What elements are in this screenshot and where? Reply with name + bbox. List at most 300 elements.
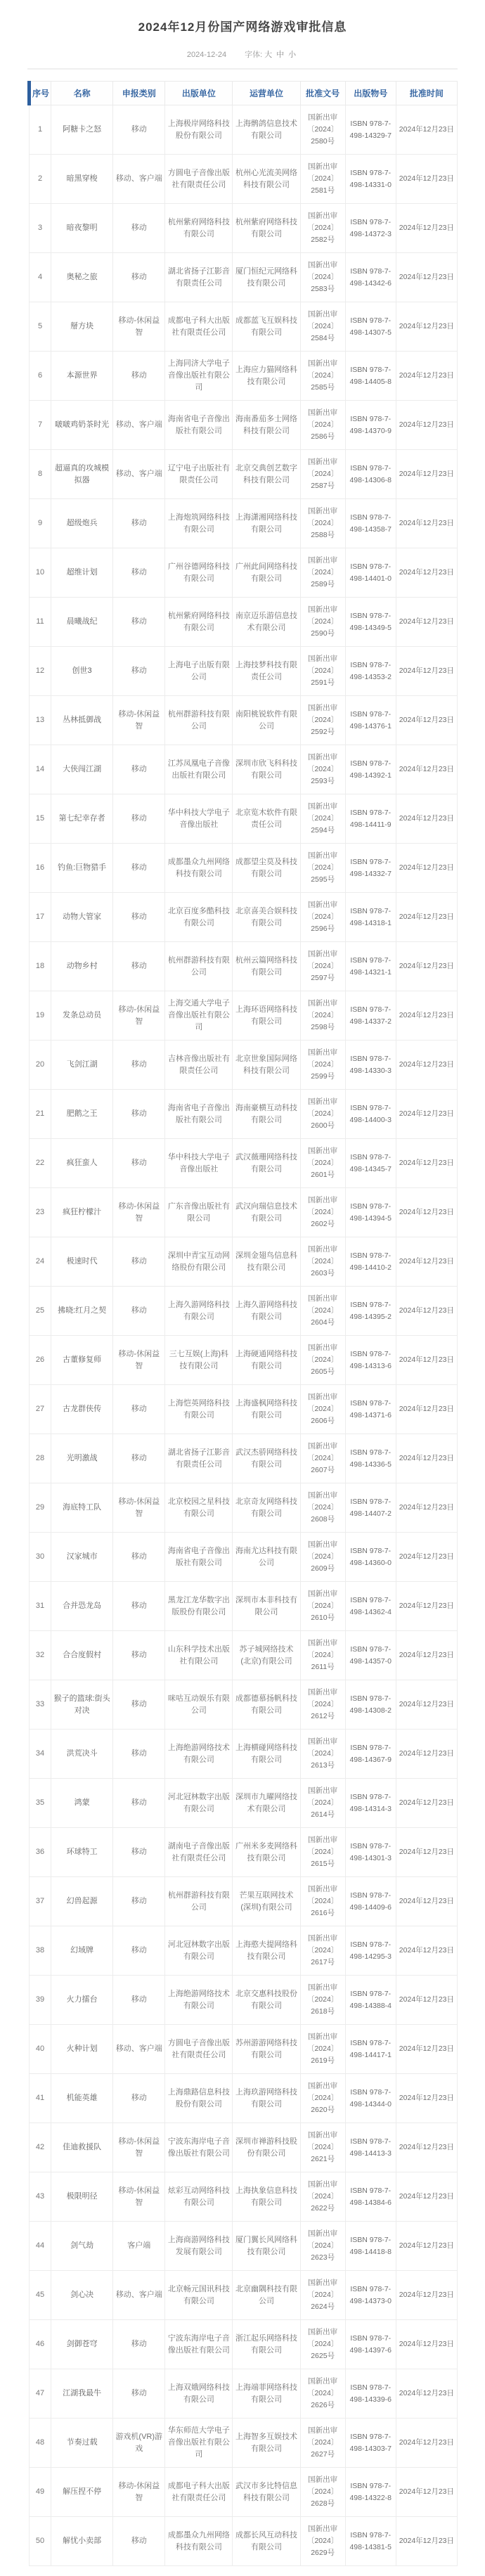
cell-operator: 北京览木软件有限责任公司: [233, 794, 300, 844]
table-row: [30, 2074, 458, 2123]
cell-isbn: ISBN 978-7-498-14381-5: [345, 2517, 396, 2566]
font-size-small-link[interactable]: 小: [288, 51, 297, 59]
cell-approval: 国新出审〔2024〕2617号: [300, 1926, 345, 1976]
cell-isbn: ISBN 978-7-498-14303-7: [345, 2419, 396, 2468]
cell-isbn: ISBN 978-7-498-14384-6: [345, 2172, 396, 2222]
cell-isbn: ISBN 978-7-498-14360-0: [345, 1533, 396, 1582]
cell-isbn: ISBN 978-7-498-14409-6: [345, 1877, 396, 1926]
cell-approval: 国新出审〔2024〕2623号: [300, 2222, 345, 2271]
cell-name: 动物乡村: [51, 942, 113, 991]
cell-operator: 上海硬通网络科技有限公司: [233, 1336, 300, 1385]
cell-no: 15: [30, 794, 51, 844]
cell-no: 26: [30, 1336, 51, 1385]
cell-date: 2024年12月23日: [396, 1483, 457, 1533]
cell-no: 7: [30, 401, 51, 450]
cell-operator: 上海执象信息科技有限公司: [233, 2172, 300, 2222]
cell-date: 2024年12月23日: [396, 991, 457, 1041]
cell-isbn: ISBN 978-7-498-14318-1: [345, 893, 396, 942]
cell-approval: 国新出审〔2024〕2593号: [300, 745, 345, 794]
cell-category: 移动、客户端: [113, 450, 165, 499]
cell-name: 掰方块: [51, 302, 113, 352]
cell-name: 火力擂台: [51, 1976, 113, 2025]
cell-no: 20: [30, 1041, 51, 1090]
font-size-large-link[interactable]: 大: [264, 51, 273, 59]
cell-isbn: ISBN 978-7-498-14339-6: [345, 2369, 396, 2419]
table-row: [30, 450, 458, 499]
cell-no: 29: [30, 1483, 51, 1533]
cell-approval: 国新出审〔2024〕2607号: [300, 1434, 345, 1483]
cell-approval: 国新出审〔2024〕2606号: [300, 1385, 345, 1434]
cell-operator: 上海横碰网络科技有限公司: [233, 1730, 300, 1779]
cell-category: 移动: [113, 1976, 165, 2025]
table-row: [30, 1680, 458, 1730]
cell-category: 移动: [113, 1680, 165, 1730]
cell-name: 洪荒决斗: [51, 1730, 113, 1779]
table-row: [30, 2517, 458, 2566]
cell-category: 移动-休闲益智: [113, 1483, 165, 1533]
cell-name: 钓鱼:巨物猎手: [51, 844, 113, 893]
cell-operator: 杭州心光流美网络科技有限公司: [233, 155, 300, 204]
cell-operator: 南阳桃锐软件有限公司: [233, 696, 300, 745]
cell-date: 2024年12月23日: [396, 844, 457, 893]
cell-no: 17: [30, 893, 51, 942]
cell-approval: 国新出审〔2024〕2592号: [300, 696, 345, 745]
cell-isbn: ISBN 978-7-498-14400-3: [345, 1090, 396, 1139]
cell-name: 猴子的篮球:街头对决: [51, 1680, 113, 1730]
cell-publisher: 上海久游网络科技有限公司: [165, 1287, 233, 1336]
cell-isbn: ISBN 978-7-498-14342-6: [345, 253, 396, 302]
cell-operator: 浙江起乐网络科技有限公司: [233, 2320, 300, 2369]
cell-date: 2024年12月23日: [396, 548, 457, 598]
cell-operator: 海南豪横互动科技有限公司: [233, 1090, 300, 1139]
cell-operator: 海南尤达科技有限公司: [233, 1533, 300, 1582]
cell-no: 35: [30, 1779, 51, 1828]
cell-approval: 国新出审〔2024〕2624号: [300, 2271, 345, 2320]
cell-date: 2024年12月23日: [396, 893, 457, 942]
table-row: [30, 1779, 458, 1828]
table-row: [30, 844, 458, 893]
cell-name: 疯狂蛮人: [51, 1139, 113, 1188]
font-size-switcher: [262, 51, 298, 59]
cell-publisher: 海南省电子音像出版社有限公司: [165, 401, 233, 450]
table-header-row: [30, 82, 458, 105]
cell-name: 剑气劫: [51, 2222, 113, 2271]
cell-no: 41: [30, 2074, 51, 2123]
table-row: [30, 1041, 458, 1090]
cell-category: 移动: [113, 1730, 165, 1779]
cell-publisher: 江苏凤凰电子音像出版社有限公司: [165, 745, 233, 794]
table-row: [30, 155, 458, 204]
cell-operator: 广州此间网络科技有限公司: [233, 548, 300, 598]
table-row: [30, 1336, 458, 1385]
cell-no: 12: [30, 647, 51, 696]
cell-approval: 国新出审〔2024〕2628号: [300, 2468, 345, 2517]
cell-name: 火种计划: [51, 2025, 113, 2074]
cell-name: 佳迪救援队: [51, 2123, 113, 2172]
cell-name: 节奏过载: [51, 2419, 113, 2468]
cell-approval: 国新出审〔2024〕2612号: [300, 1680, 345, 1730]
table-row: [30, 696, 458, 745]
cell-category: 移动、客户端: [113, 2271, 165, 2320]
cell-no: 32: [30, 1631, 51, 1680]
table-row: [30, 2172, 458, 2222]
table-row: [30, 1730, 458, 1779]
cell-isbn: ISBN 978-7-498-14332-7: [345, 844, 396, 893]
table-row: [30, 2222, 458, 2271]
cell-operator: 苏子城网络技术(北京)有限公司: [233, 1631, 300, 1680]
table-row: [30, 499, 458, 548]
cell-approval: 国新出审〔2024〕2584号: [300, 302, 345, 352]
cell-approval: 国新出审〔2024〕2595号: [300, 844, 345, 893]
cell-isbn: ISBN 978-7-498-14371-6: [345, 1385, 396, 1434]
cell-publisher: 杭州群游科技有限公司: [165, 1877, 233, 1926]
cell-date: 2024年12月23日: [396, 1877, 457, 1926]
column-header-name: 名称: [51, 82, 113, 105]
font-size-medium-link[interactable]: 中: [276, 51, 285, 59]
cell-name: 肥鹅之王: [51, 1090, 113, 1139]
cell-publisher: 成都电子科大出版社有限责任公司: [165, 2468, 233, 2517]
cell-date: 2024年12月23日: [396, 1828, 457, 1877]
cell-isbn: ISBN 978-7-498-14394-5: [345, 1188, 396, 1237]
cell-isbn: ISBN 978-7-498-14322-8: [345, 2468, 396, 2517]
cell-approval: 国新出审〔2024〕2616号: [300, 1877, 345, 1926]
cell-category: 移动: [113, 204, 165, 253]
cell-date: 2024年12月23日: [396, 647, 457, 696]
cell-category: 移动-休闲益智: [113, 302, 165, 352]
cell-name: 疯狂柠檬汁: [51, 1188, 113, 1237]
cell-category: 移动: [113, 1779, 165, 1828]
column-header-category: 申报类别: [113, 82, 165, 105]
cell-publisher: 河北冠林数字出版有限公司: [165, 1779, 233, 1828]
cell-date: 2024年12月23日: [396, 2419, 457, 2468]
cell-isbn: ISBN 978-7-498-14372-3: [345, 204, 396, 253]
cell-publisher: 上海电子出版有限公司: [165, 647, 233, 696]
cell-publisher: 河北冠林数字出版有限公司: [165, 1926, 233, 1976]
cell-isbn: ISBN 978-7-498-14313-6: [345, 1336, 396, 1385]
table-row: [30, 1483, 458, 1533]
table-row: [30, 647, 458, 696]
cell-name: 超逼真的攻城模拟器: [51, 450, 113, 499]
cell-no: 22: [30, 1139, 51, 1188]
cell-operator: 芒果互联网技术(深圳)有限公司: [233, 1877, 300, 1926]
column-header-isbn: 出版物号: [345, 82, 396, 105]
cell-publisher: 三七互娱(上海)科技有限公司: [165, 1336, 233, 1385]
cell-approval: 国新出审〔2024〕2618号: [300, 1976, 345, 2025]
cell-publisher: 黑龙江龙华数字出版股份有限公司: [165, 1582, 233, 1631]
cell-category: 移动: [113, 352, 165, 401]
cell-operator: 上海端菲网络科技有限公司: [233, 2369, 300, 2419]
cell-publisher: 上海炮筑网络科技有限公司: [165, 499, 233, 548]
cell-approval: 国新出审〔2024〕2627号: [300, 2419, 345, 2468]
table-row: [30, 1237, 458, 1287]
cell-operator: 深圳市欣飞科科技有限公司: [233, 745, 300, 794]
cell-name: 汉家城市: [51, 1533, 113, 1582]
table-row: [30, 2419, 458, 2468]
cell-publisher: 咪咕互动娱乐有限公司: [165, 1680, 233, 1730]
cell-operator: 上海憨夫提网络科技有限公司: [233, 1926, 300, 1976]
cell-date: 2024年12月23日: [396, 2468, 457, 2517]
cell-isbn: ISBN 978-7-498-14395-2: [345, 1287, 396, 1336]
publish-date: 2024-12-24: [186, 51, 227, 59]
cell-no: 34: [30, 1730, 51, 1779]
cell-publisher: 炫彩互动网络科技有限公司: [165, 2172, 233, 2222]
cell-no: 14: [30, 745, 51, 794]
cell-publisher: 上海交通大学电子音像出版社有限公司: [165, 991, 233, 1041]
cell-category: 移动、客户端: [113, 401, 165, 450]
table-row: [30, 302, 458, 352]
cell-approval: 国新出审〔2024〕2629号: [300, 2517, 345, 2566]
cell-no: 1: [30, 105, 51, 155]
cell-date: 2024年12月23日: [396, 745, 457, 794]
cell-approval: 国新出审〔2024〕2605号: [300, 1336, 345, 1385]
table-row: [30, 1139, 458, 1188]
cell-publisher: 吉林音像出版社有限责任公司: [165, 1041, 233, 1090]
cell-no: 16: [30, 844, 51, 893]
cell-category: 移动-休闲益智: [113, 2172, 165, 2222]
table-row: [30, 2123, 458, 2172]
cell-isbn: ISBN 978-7-498-14307-5: [345, 302, 396, 352]
table-row: [30, 1631, 458, 1680]
cell-publisher: 广州谷德网络科技有限公司: [165, 548, 233, 598]
cell-date: 2024年12月23日: [396, 204, 457, 253]
cell-operator: 上海环语网络科技有限公司: [233, 991, 300, 1041]
cell-no: 11: [30, 598, 51, 647]
cell-operator: 成都蓝飞互娱科技有限公司: [233, 302, 300, 352]
table-row: [30, 1287, 458, 1336]
cell-date: 2024年12月23日: [396, 1237, 457, 1287]
cell-category: 移动: [113, 1926, 165, 1976]
cell-category: 移动-休闲益智: [113, 991, 165, 1041]
cell-approval: 国新出审〔2024〕2614号: [300, 1779, 345, 1828]
cell-approval: 国新出审〔2024〕2615号: [300, 1828, 345, 1877]
cell-category: 移动: [113, 647, 165, 696]
cell-publisher: 海南省电子音像出版社有限公司: [165, 1090, 233, 1139]
cell-approval: 国新出审〔2024〕2581号: [300, 155, 345, 204]
cell-no: 25: [30, 1287, 51, 1336]
cell-publisher: 方圆电子音像出版社有限责任公司: [165, 155, 233, 204]
cell-operator: 上海智多互娱技术有限公司: [233, 2419, 300, 2468]
cell-date: 2024年12月23日: [396, 598, 457, 647]
table-row: [30, 1976, 458, 2025]
cell-isbn: ISBN 978-7-498-14345-7: [345, 1139, 396, 1188]
cell-category: 移动: [113, 2320, 165, 2369]
cell-name: 幻域牌: [51, 1926, 113, 1976]
cell-approval: 国新出审〔2024〕2590号: [300, 598, 345, 647]
table-row: [30, 598, 458, 647]
cell-name: 机能英雄: [51, 2074, 113, 2123]
cell-no: 30: [30, 1533, 51, 1582]
cell-operator: 杭州紫府网络科技有限公司: [233, 204, 300, 253]
cell-no: 28: [30, 1434, 51, 1483]
table-row: [30, 204, 458, 253]
cell-operator: 深圳市本非科技有限公司: [233, 1582, 300, 1631]
cell-name: 拂晓:红月之契: [51, 1287, 113, 1336]
cell-category: 移动-休闲益智: [113, 1336, 165, 1385]
cell-isbn: ISBN 978-7-498-14308-2: [345, 1680, 396, 1730]
cell-category: 移动: [113, 2074, 165, 2123]
cell-approval: 国新出审〔2024〕2591号: [300, 647, 345, 696]
table-row: [30, 1926, 458, 1976]
cell-no: 5: [30, 302, 51, 352]
cell-name: 发条总动员: [51, 991, 113, 1041]
cell-no: 2: [30, 155, 51, 204]
cell-no: 38: [30, 1926, 51, 1976]
cell-category: 移动-休闲益智: [113, 2123, 165, 2172]
table-row: [30, 1877, 458, 1926]
cell-date: 2024年12月23日: [396, 2517, 457, 2566]
cell-date: 2024年12月23日: [396, 2074, 457, 2123]
cell-no: 47: [30, 2369, 51, 2419]
cell-isbn: ISBN 978-7-498-14362-4: [345, 1582, 396, 1631]
cell-no: 21: [30, 1090, 51, 1139]
cell-date: 2024年12月23日: [396, 1779, 457, 1828]
cell-isbn: ISBN 978-7-498-14349-5: [345, 598, 396, 647]
cell-date: 2024年12月23日: [396, 1533, 457, 1582]
cell-isbn: ISBN 978-7-498-14367-9: [345, 1730, 396, 1779]
cell-isbn: ISBN 978-7-498-14418-8: [345, 2222, 396, 2271]
table-row: [30, 352, 458, 401]
cell-date: 2024年12月23日: [396, 1041, 457, 1090]
cell-isbn: ISBN 978-7-498-14370-9: [345, 401, 396, 450]
table-row: [30, 2025, 458, 2074]
cell-operator: 深圳金翅鸟信息科技有限公司: [233, 1237, 300, 1287]
cell-no: 23: [30, 1188, 51, 1237]
cell-category: 移动: [113, 1237, 165, 1287]
table-row: [30, 1385, 458, 1434]
cell-operator: 武汉市多比特信息科技有限公司: [233, 2468, 300, 2517]
cell-publisher: 上海恺英网络科技有限公司: [165, 1385, 233, 1434]
table-row: [30, 253, 458, 302]
column-header-no: 序号: [30, 82, 51, 105]
cell-date: 2024年12月23日: [396, 2123, 457, 2172]
table-row: [30, 2271, 458, 2320]
cell-name: 丛林抵御战: [51, 696, 113, 745]
cell-publisher: 上海双娥网络科技有限公司: [165, 2369, 233, 2419]
cell-isbn: ISBN 978-7-498-14295-3: [345, 1926, 396, 1976]
cell-category: 移动: [113, 105, 165, 155]
cell-date: 2024年12月23日: [396, 302, 457, 352]
cell-date: 2024年12月23日: [396, 794, 457, 844]
cell-date: 2024年12月23日: [396, 499, 457, 548]
cell-publisher: 上海极岸网络科技股份有限公司: [165, 105, 233, 155]
cell-name: 阿糖卡之怒: [51, 105, 113, 155]
cell-operator: 武汉杰骄网络科技有限公司: [233, 1434, 300, 1483]
cell-publisher: 宁波东海岸电子音像出版社有限公司: [165, 2320, 233, 2369]
cell-no: 27: [30, 1385, 51, 1434]
cell-date: 2024年12月23日: [396, 1582, 457, 1631]
cell-category: 移动-休闲益智: [113, 1188, 165, 1237]
cell-category: 移动: [113, 1877, 165, 1926]
cell-operator: 北京交典创艺数字科技有限公司: [233, 450, 300, 499]
cell-date: 2024年12月23日: [396, 401, 457, 450]
cell-operator: 苏州游游网络科技有限公司: [233, 2025, 300, 2074]
cell-date: 2024年12月23日: [396, 1287, 457, 1336]
cell-isbn: ISBN 978-7-498-14373-0: [345, 2271, 396, 2320]
cell-publisher: 上海绝游网络技术有限公司: [165, 1730, 233, 1779]
cell-date: 2024年12月23日: [396, 1680, 457, 1730]
cell-isbn: ISBN 978-7-498-14405-8: [345, 352, 396, 401]
cell-approval: 国新出审〔2024〕2587号: [300, 450, 345, 499]
table-row: [30, 893, 458, 942]
cell-category: 移动-休闲益智: [113, 696, 165, 745]
cell-no: 40: [30, 2025, 51, 2074]
cell-name: 光明激战: [51, 1434, 113, 1483]
table-row: [30, 105, 458, 155]
table-row: [30, 1828, 458, 1877]
cell-publisher: 辽宁电子出版社有限责任公司: [165, 450, 233, 499]
cell-publisher: 杭州群游科技有限公司: [165, 942, 233, 991]
cell-name: 合合度假村: [51, 1631, 113, 1680]
cell-isbn: ISBN 978-7-498-14353-2: [345, 647, 396, 696]
cell-date: 2024年12月23日: [396, 253, 457, 302]
cell-publisher: 广东音像出版社有限公司: [165, 1188, 233, 1237]
cell-category: 移动: [113, 1090, 165, 1139]
cell-approval: 国新出审〔2024〕2621号: [300, 2123, 345, 2172]
cell-approval: 国新出审〔2024〕2625号: [300, 2320, 345, 2369]
cell-name: 飞剑江湖: [51, 1041, 113, 1090]
cell-name: 解忧小卖部: [51, 2517, 113, 2566]
cell-publisher: 北京校园之星科技有限公司: [165, 1483, 233, 1533]
table-row: [30, 2320, 458, 2369]
cell-approval: 国新出审〔2024〕2594号: [300, 794, 345, 844]
table-row: [30, 1533, 458, 1582]
cell-no: 31: [30, 1582, 51, 1631]
cell-no: 48: [30, 2419, 51, 2468]
cell-no: 36: [30, 1828, 51, 1877]
cell-approval: 国新出审〔2024〕2620号: [300, 2074, 345, 2123]
cell-operator: 武汉薇珊网络科技有限公司: [233, 1139, 300, 1188]
cell-isbn: ISBN 978-7-498-14413-3: [345, 2123, 396, 2172]
article-meta: [0, 49, 485, 68]
cell-category: 移动: [113, 1631, 165, 1680]
cell-publisher: 湖北省扬子江影音有限责任公司: [165, 253, 233, 302]
cell-no: 4: [30, 253, 51, 302]
cell-date: 2024年12月23日: [396, 1926, 457, 1976]
cell-approval: 国新出审〔2024〕2589号: [300, 548, 345, 598]
cell-operator: 北京喜美合娱科技有限公司: [233, 893, 300, 942]
cell-category: 移动: [113, 942, 165, 991]
cell-publisher: 湖北省扬子江影音有限责任公司: [165, 1434, 233, 1483]
column-header-operator: 运营单位: [233, 82, 300, 105]
cell-name: 本源世界: [51, 352, 113, 401]
cell-date: 2024年12月23日: [396, 2222, 457, 2271]
cell-publisher: 湖南电子音像出版社有限责任公司: [165, 1828, 233, 1877]
cell-category: 移动: [113, 893, 165, 942]
table-row: [30, 548, 458, 598]
cell-category: 移动: [113, 745, 165, 794]
cell-date: 2024年12月23日: [396, 1385, 457, 1434]
cell-publisher: 华中科技大学电子音像出版社: [165, 794, 233, 844]
cell-category: 移动: [113, 1287, 165, 1336]
cell-publisher: 北京百度多酷科技有限公司: [165, 893, 233, 942]
cell-no: 9: [30, 499, 51, 548]
table-row: [30, 2468, 458, 2517]
cell-isbn: ISBN 978-7-498-14411-9: [345, 794, 396, 844]
cell-name: 解压捏不停: [51, 2468, 113, 2517]
cell-date: 2024年12月23日: [396, 2320, 457, 2369]
cell-name: 剑心决: [51, 2271, 113, 2320]
cell-no: 44: [30, 2222, 51, 2271]
cell-operator: 上海久游网络科技有限公司: [233, 1287, 300, 1336]
cell-isbn: ISBN 978-7-498-14336-5: [345, 1434, 396, 1483]
cell-name: 环球特工: [51, 1828, 113, 1877]
cell-name: 合并恐龙岛: [51, 1582, 113, 1631]
cell-name: 创世3: [51, 647, 113, 696]
cell-publisher: 上海绝游网络技术有限公司: [165, 1976, 233, 2025]
cell-date: 2024年12月23日: [396, 1139, 457, 1188]
cell-no: 10: [30, 548, 51, 598]
cell-category: 移动: [113, 1828, 165, 1877]
